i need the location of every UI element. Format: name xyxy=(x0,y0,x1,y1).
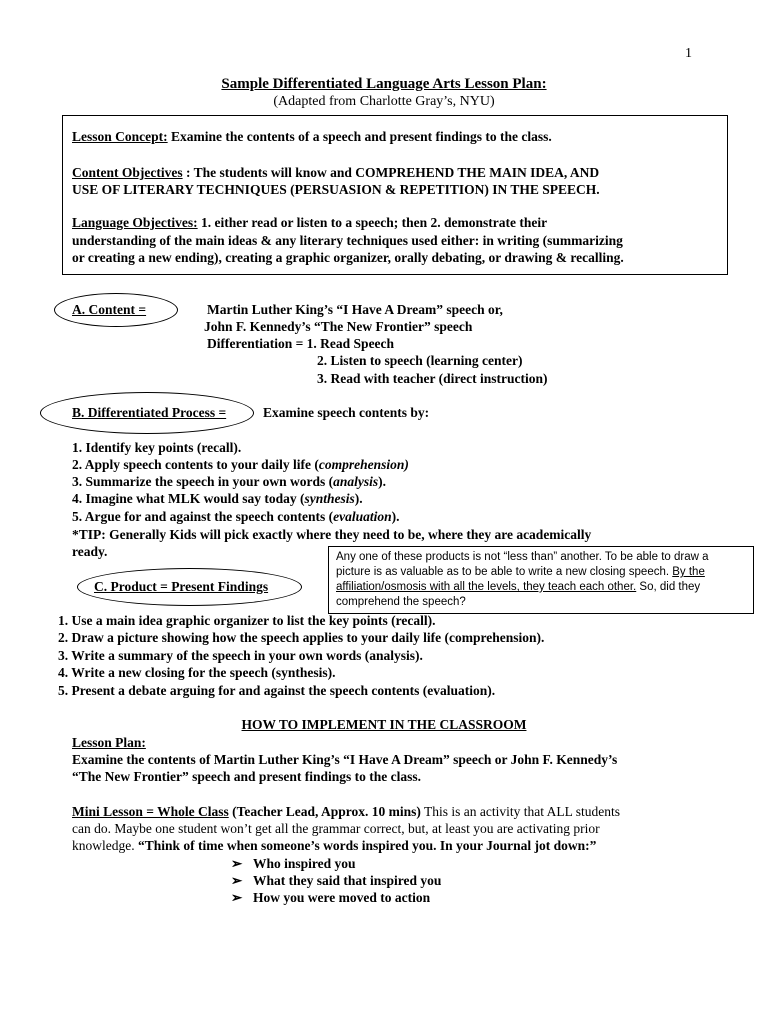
document-subtitle: (Adapted from Charlotte Gray’s, NYU) xyxy=(273,94,495,109)
mini-lesson-line1: Mini Lesson = Whole Class (Teacher Lead, Approx. 10 mins) This is an activity that ALL students xyxy=(72,804,620,819)
arrow-bullet-icon: ➢ xyxy=(231,856,243,871)
note-text-underlined: By the affiliation/osmosis with all the levels, they teach each other. xyxy=(336,566,705,593)
product-item-5: 5. Present a debate arguing for and against the speech contents (evaluation). xyxy=(58,683,496,698)
process-tip-line1: *TIP: Generally Kids will pick exactly where they need to be, where they are academically xyxy=(72,527,592,542)
content-line4: 2. Listen to speech (learning center) xyxy=(317,353,523,368)
lesson-concept-line xyxy=(72,128,552,145)
note-text-2: So, did they comprehend the speech? xyxy=(336,581,701,608)
process-label: B. Differentiated Process = xyxy=(72,405,227,420)
product-item-4: 4. Write a new closing for the speech (synthesis). xyxy=(58,665,336,680)
product-item-3: 3. Write a summary of the speech in your own words (analysis). xyxy=(58,648,423,663)
process-item-3: 3. Summarize the speech in your own words (analysis). xyxy=(72,474,387,489)
lesson-plan-line1: Examine the contents of Martin Luther King’s “I Have A Dream” speech or John F. Kennedy’s xyxy=(72,752,618,767)
document-title: Sample Differentiated Language Arts Lesson Plan: xyxy=(221,76,547,92)
content-line5: 3. Read with teacher (direct instruction) xyxy=(317,371,548,386)
product-label: C. Product = Present Findings xyxy=(94,579,269,594)
implement-heading: HOW TO IMPLEMENT IN THE CLASSROOM xyxy=(241,717,527,732)
lesson-concept-text: Examine the contents of a speech and present findings to the class. xyxy=(167,129,552,144)
note-text-1: Any one of these products is not “less than” another. To be able to draw a picture is as valuable as to be able to write a new closing speech. xyxy=(336,551,709,578)
lesson-plan-line2: “The New Frontier” speech and present findings to the class. xyxy=(72,769,422,784)
content-objectives-line2: USE OF LITERARY TECHNIQUES (PERSUASION & REPETITION) IN THE SPEECH. xyxy=(72,182,600,197)
content-line3: Differentiation = 1. Read Speech xyxy=(207,336,395,351)
content-line2: John F. Kennedy’s “The New Frontier” speech xyxy=(204,319,473,334)
process-item-4: 4. Imagine what MLK would say today (synthesis). xyxy=(72,491,363,506)
language-objectives-label: Language Objectives: xyxy=(72,215,198,230)
process-intro: Examine speech contents by: xyxy=(263,405,430,420)
bullet-item-3: ➢ How you were moved to action xyxy=(231,890,431,905)
language-objectives-line2: understanding of the main ideas & any literary techniques used either: in writing (summarizing xyxy=(72,233,623,248)
language-objectives-line3: or creating a new ending), creating a graphic organizer, orally debating, or drawing & recalling. xyxy=(72,250,624,265)
content-objectives-text1: : The students will know and COMPREHEND THE MAIN IDEA, AND xyxy=(182,165,600,180)
product-item-1: 1. Use a main idea graphic organizer to list the key points (recall). xyxy=(58,613,436,628)
product-item-2: 2. Draw a picture showing how the speech applies to your daily life (comprehension). xyxy=(58,630,545,645)
note-box xyxy=(328,546,754,614)
lesson-plan-label: Lesson Plan: xyxy=(72,735,146,750)
lesson-concept-label: Lesson Concept: xyxy=(72,129,168,144)
content-line1: Martin Luther King’s “I Have A Dream” speech or, xyxy=(207,302,503,317)
content-objectives-line1 xyxy=(72,164,599,181)
arrow-bullet-icon: ➢ xyxy=(231,873,243,888)
content-label: A. Content = xyxy=(72,302,147,317)
process-item-5: 5. Argue for and against the speech contents (evaluation). xyxy=(72,509,400,524)
process-item-1: 1. Identify key points (recall). xyxy=(72,440,242,455)
process-tip-line2: ready. xyxy=(72,544,108,559)
process-item-2: 2. Apply speech contents to your daily life (comprehension) xyxy=(72,457,409,472)
language-objectives-line1 xyxy=(72,214,547,231)
page-number: 1 xyxy=(685,46,692,61)
bullet-item-2: ➢ What they said that inspired you xyxy=(231,873,442,888)
content-objectives-label: Content Objectives xyxy=(72,165,183,180)
lesson-concept-box xyxy=(62,115,728,275)
bullet-item-1: ➢ Who inspired you xyxy=(231,856,356,871)
mini-lesson-line3: knowledge. “Think of time when someone’s words inspired you. In your Journal jot down:” xyxy=(72,838,597,853)
arrow-bullet-icon: ➢ xyxy=(231,890,243,905)
mini-lesson-line2: can do. Maybe one student won’t get all the grammar correct, but, at least you are activating prior xyxy=(72,821,600,836)
language-objectives-text1: 1. either read or listen to a speech; then 2. demonstrate their xyxy=(197,215,548,230)
